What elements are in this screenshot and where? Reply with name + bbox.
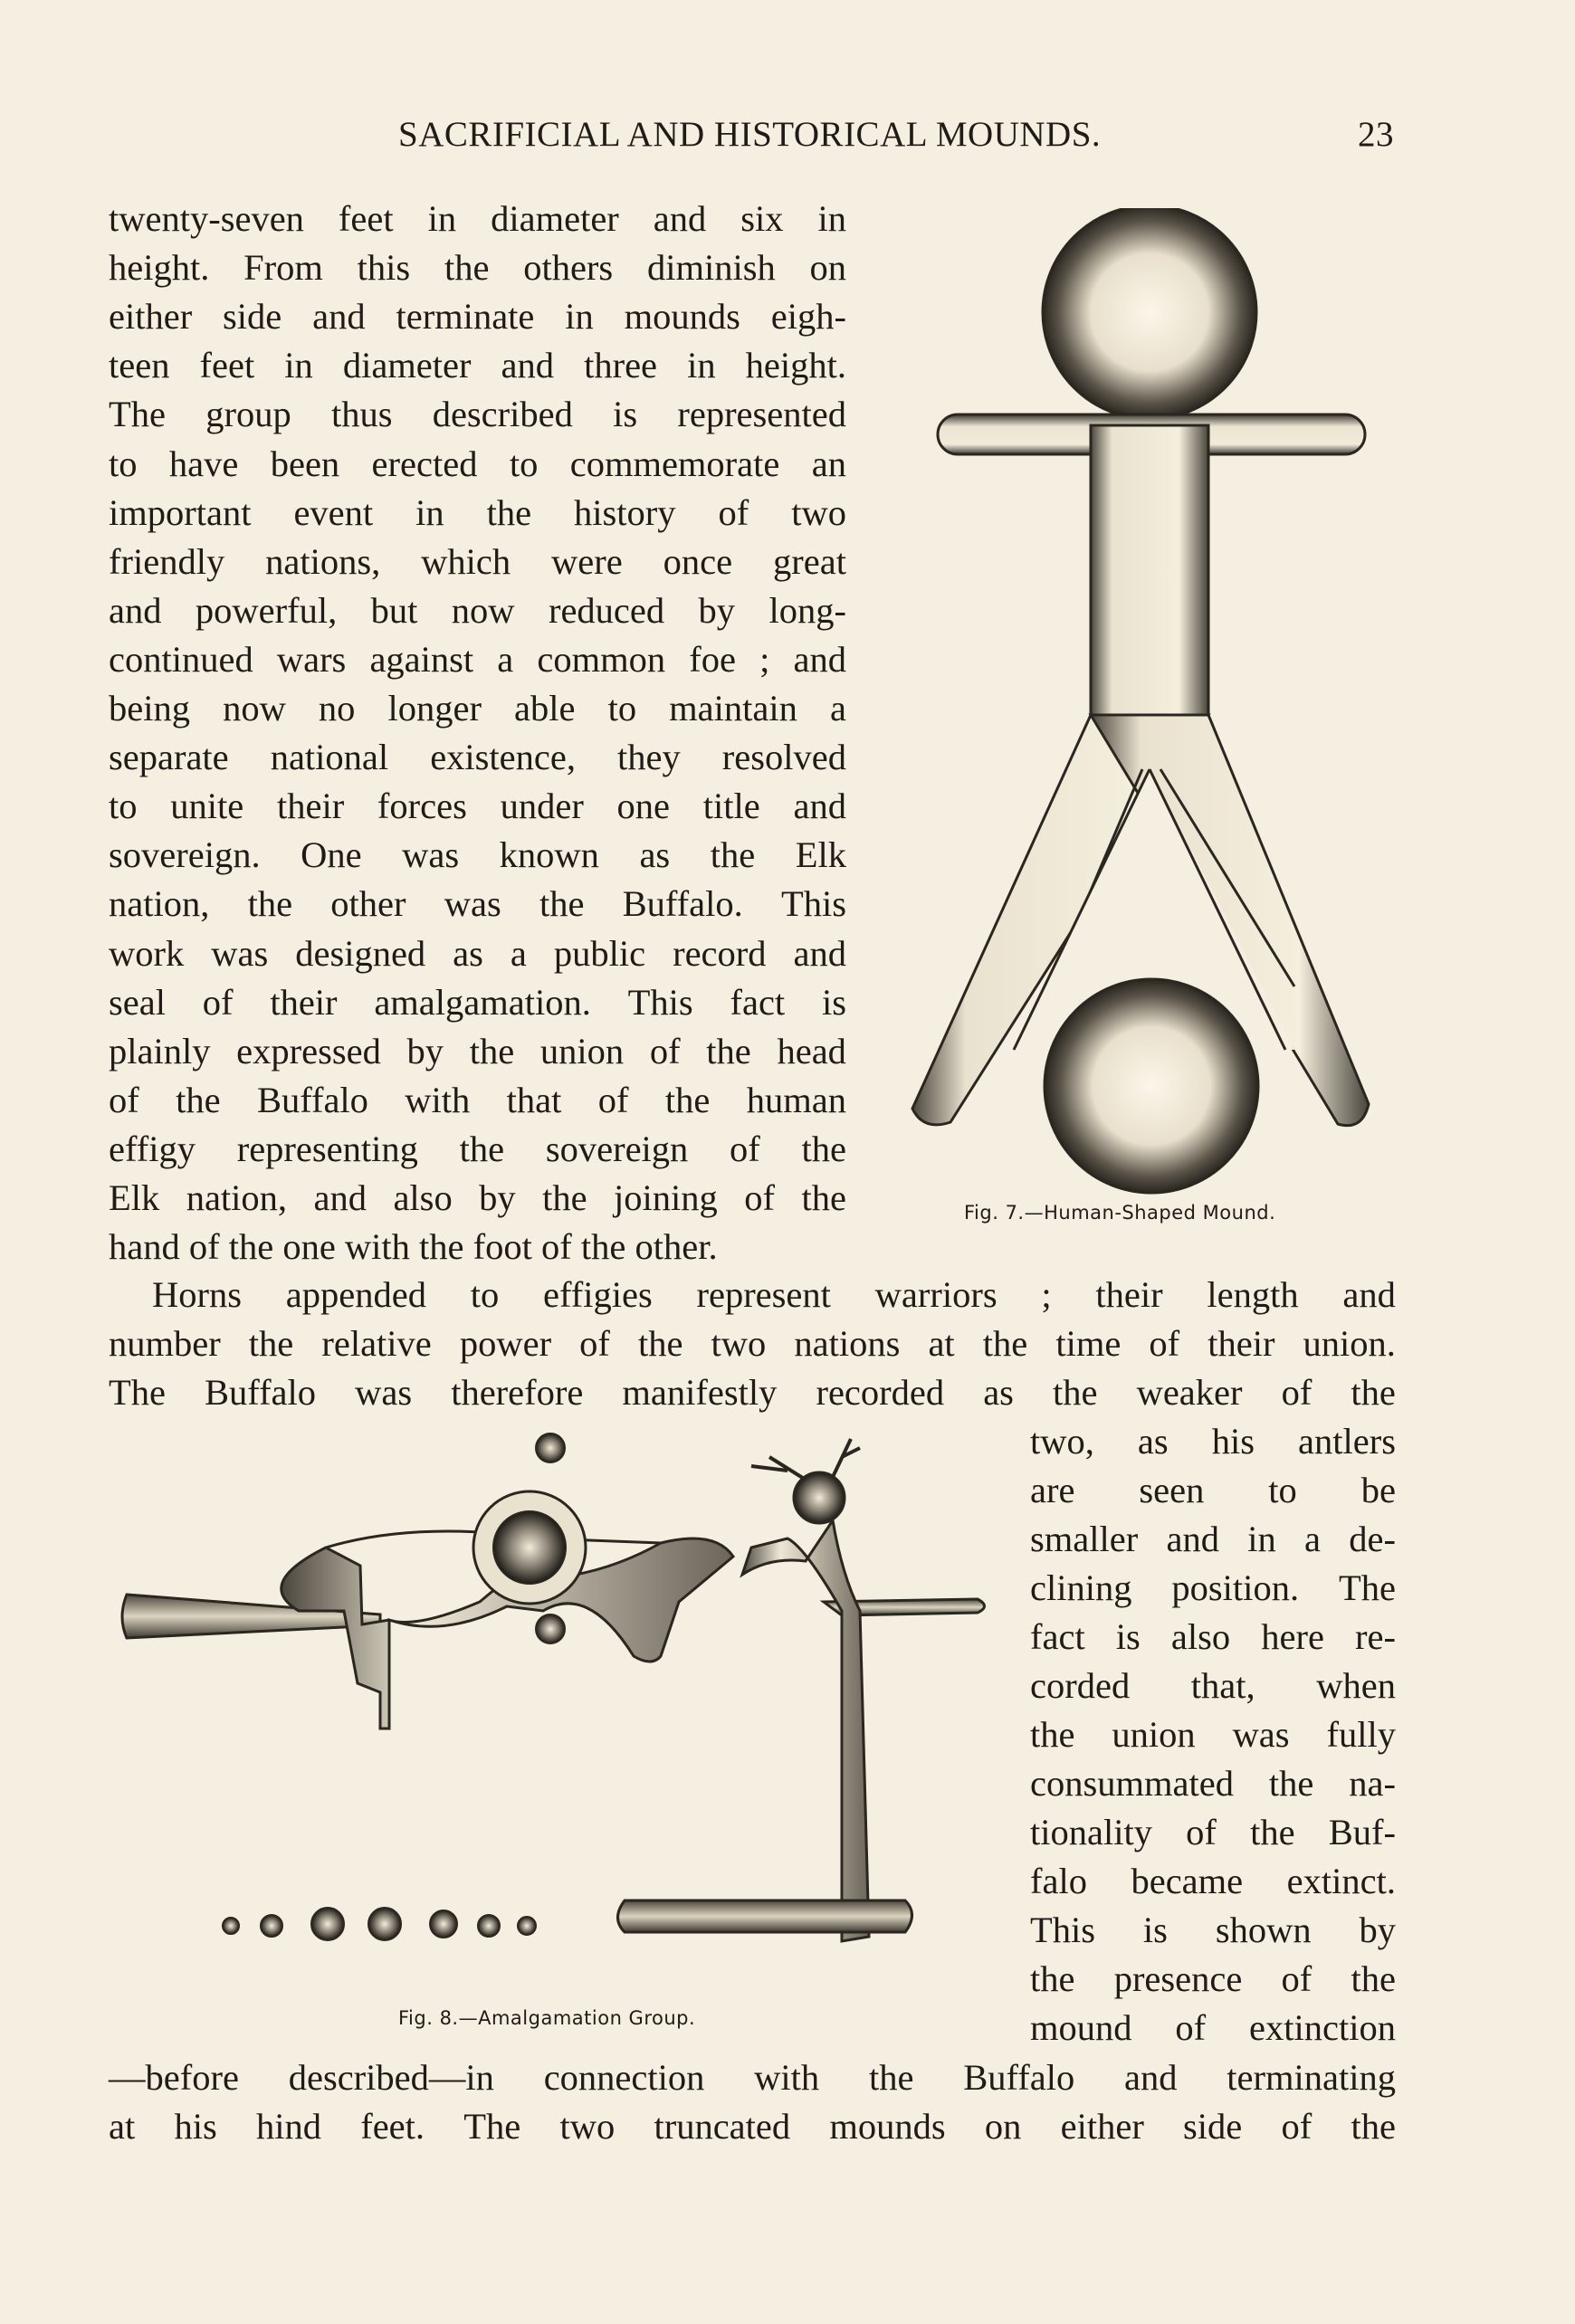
text-line: clining position. The [1030, 1567, 1396, 1608]
text-line: Elk nation, and also by the joining of the [109, 1177, 846, 1218]
figure-8-amalgamation-group [118, 1430, 1005, 1982]
antlers [751, 1439, 860, 1480]
figure-8-caption: Fig. 8.—Amalgamation Group. [398, 2007, 696, 2029]
text-line: —before described—in connection with the Buffalo and terminating [109, 2057, 1396, 2098]
small-mound [536, 1433, 565, 1462]
running-head: SACRIFICIAL AND HISTORICAL MOUNDS. [398, 115, 1102, 154]
page-header [109, 107, 1394, 161]
text-line: hand of the one with the foot of the other. [109, 1226, 718, 1268]
text-line: smaller and in a de- [1030, 1519, 1396, 1559]
text-line: sovereign. One was known as the Elk [109, 834, 846, 876]
text-line: separate national existence, they resolved [109, 737, 846, 778]
human-effigy-body [742, 1520, 869, 1941]
small-mound [223, 1918, 239, 1934]
lower-mound [1045, 979, 1258, 1193]
text-line: The group thus described is represented [109, 394, 846, 435]
small-mound [311, 1908, 344, 1940]
text-line: Horns appended to effigies represent warriors ; their length and [152, 1274, 1396, 1315]
small-mound [518, 1917, 536, 1935]
text-line: mound of extinction [1030, 2007, 1396, 2048]
text-line: corded that, when [1030, 1665, 1396, 1706]
text-line: number the relative power of the two nations at the time of their union. [109, 1323, 1396, 1364]
text-line: two, as his antlers [1030, 1421, 1396, 1462]
text-line: consummated the na- [1030, 1763, 1396, 1804]
text-line: being now no longer able to maintain a [109, 688, 846, 729]
text-line: falo became extinct. [1030, 1861, 1396, 1901]
text-line: fact is also here re- [1030, 1616, 1396, 1657]
head-mound [1043, 208, 1256, 419]
page-number: 23 [1358, 115, 1394, 154]
small-mound [478, 1915, 500, 1937]
text-line: twenty-seven feet in diameter and six in [109, 198, 846, 239]
text-line: friendly nations, which were once great [109, 540, 846, 582]
text-line: tionality of the Buf- [1030, 1812, 1396, 1853]
text-line: the union was fully [1030, 1714, 1396, 1755]
small-mound [430, 1910, 457, 1938]
human-effigy-foot [618, 1900, 912, 1932]
small-mound [368, 1908, 401, 1940]
text-line: seal of their amalgamation. This fact is [109, 981, 846, 1023]
figure-7-human-shaped-mound [905, 208, 1394, 1213]
text-line: and powerful, but now reduced by long- [109, 589, 846, 631]
small-mound [536, 1614, 565, 1643]
text-line: The Buffalo was therefore manifestly recorded as the weaker of the [109, 1372, 1396, 1413]
text-line: at his hind feet. The two truncated mounds on either side of the [109, 2106, 1396, 2147]
text-line: of the Buffalo with that of the human [109, 1079, 846, 1120]
text-line: either side and terminate in mounds eigh- [109, 296, 846, 338]
body-mound [1091, 425, 1208, 733]
small-mound [261, 1915, 282, 1937]
text-line: important event in the history of two [109, 491, 846, 533]
text-line: nation, the other was the Buffalo. This [109, 883, 846, 925]
text-line: work was designed as a public record and [109, 932, 846, 974]
figure-7-caption: Fig. 7.—Human-Shaped Mound. [964, 1202, 1276, 1224]
text-line: continued wars against a common foe ; and [109, 638, 846, 680]
text-line: height. From this the others diminish on [109, 247, 846, 289]
text-line: to have been erected to commemorate an [109, 443, 846, 484]
buffalo-head-mound [794, 1472, 845, 1523]
text-line: plainly expressed by the union of the head [109, 1030, 846, 1072]
text-line: teen feet in diameter and three in height. [109, 345, 846, 386]
text-line: are seen to be [1030, 1470, 1396, 1510]
text-line: effigy representing the sovereign of the [109, 1128, 846, 1169]
text-line: This is shown by [1030, 1910, 1396, 1950]
text-line: to unite their forces under one title and [109, 786, 846, 827]
text-line: the presence of the [1030, 1958, 1396, 1999]
